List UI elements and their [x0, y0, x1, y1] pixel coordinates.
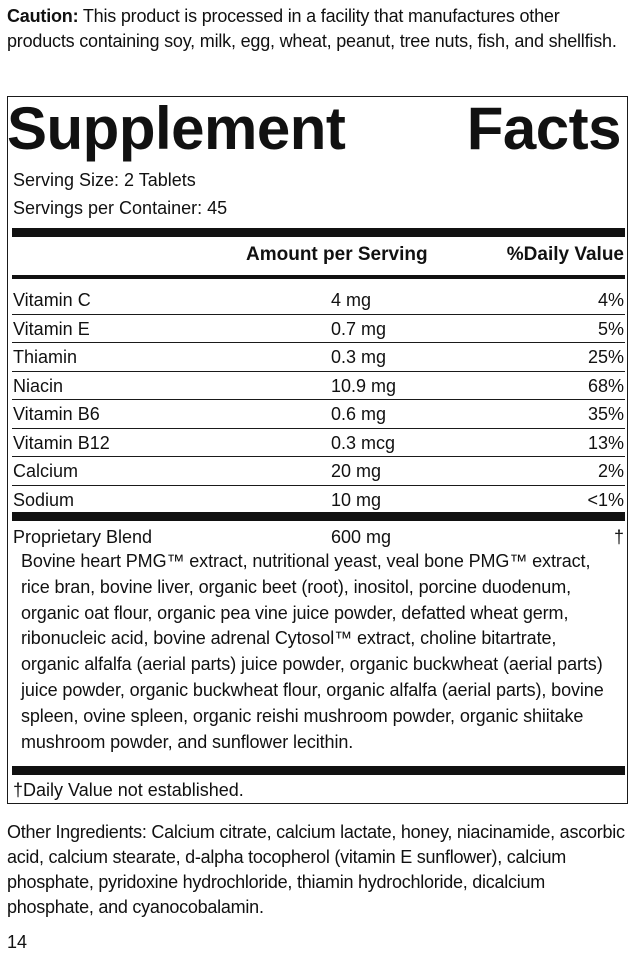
serving-size: Serving Size: 2 Tablets — [13, 170, 196, 190]
nutrient-name: Thiamin — [13, 347, 78, 367]
nutrient-amount: 0.6 mg — [331, 404, 387, 424]
blend-ingredients: Bovine heart PMG™ extract, nutritional yeast, veal bone PMG™ extract, rice bran, bovine liver, organic beet (root), inositol, porcine duodenum, organic oat flour, organic pea vine juice powder, defatted wheat germ, ribonucleic acid, bovine adrenal Cytosol™ extract, choline bitartrate, organic alfalfa (aerial parts) juice powder, organic buckwheat (aerial parts) juice powder, organic buckwheat flour, organic alfalfa (aerial parts), bovine spleen, ovine spleen, organic reishi mushroom powder, organic shiitake mushroom powder, and sunflower lecithin. — [21, 551, 604, 752]
caution-text: This product is processed in a facility that manufactures other products containing soy, milk, egg, wheat, peanut, tree nuts, fish, and shellfish. — [7, 6, 617, 51]
nutrient-amount: 10.9 mg — [331, 375, 397, 396]
nutrient-amount: 0.7 mg — [331, 318, 387, 339]
caution-label: Caution: — [7, 6, 79, 26]
blend-amount: 600 mg — [331, 527, 392, 547]
nutrient-amount: 10 mg — [331, 489, 382, 510]
nutrient-daily-value: 25% — [587, 347, 624, 367]
nutrient-row — [13, 400, 624, 428]
blend-name: Proprietary Blend — [13, 527, 153, 547]
page-number: 14 — [7, 932, 28, 952]
daily-value-footnote: †Daily Value not established. — [13, 780, 244, 800]
nutrient-row — [13, 486, 624, 514]
nutrient-name: Vitamin B6 — [13, 404, 100, 424]
nutrient-daily-value: 68% — [587, 375, 624, 396]
thick-divider — [12, 512, 625, 521]
nutrient-amount: 0.3 mg — [331, 347, 387, 367]
nutrient-daily-value: 2% — [597, 461, 624, 481]
nutrient-daily-value: <1% — [587, 489, 624, 510]
nutrient-name: Vitamin E — [13, 318, 90, 339]
nutrient-name: Sodium — [13, 489, 75, 510]
servings-per-container: Servings per Container: 45 — [13, 198, 228, 218]
nutrient-name: Niacin — [13, 375, 64, 396]
nutrient-row — [13, 315, 624, 343]
thick-divider — [12, 228, 625, 237]
nutrient-amount: 0.3 mcg — [331, 432, 396, 453]
nutrient-amount: 4 mg — [331, 290, 372, 310]
header-divider — [12, 275, 625, 279]
title-word-supplement: Supplement — [7, 95, 346, 162]
header-daily-value: %Daily Value — [506, 244, 624, 265]
nutrient-amount: 20 mg — [331, 461, 382, 481]
nutrient-daily-value: 35% — [587, 404, 624, 424]
caution-statement — [7, 4, 629, 54]
nutrient-row — [13, 457, 624, 485]
nutrient-row — [13, 343, 624, 371]
nutrient-name: Calcium — [13, 461, 79, 481]
proprietary-blend-row — [13, 523, 624, 551]
blend-daily-value: † — [613, 527, 624, 547]
nutrient-daily-value: 4% — [597, 290, 624, 310]
nutrient-row — [13, 372, 624, 400]
nutrient-name: Vitamin B12 — [13, 432, 110, 453]
nutrient-name: Vitamin C — [13, 290, 91, 310]
title-word-facts: Facts — [466, 95, 621, 162]
other-ingredients: Other Ingredients: Calcium citrate, calcium lactate, honey, niacinamide, ascorbic acid, calcium stearate, d-alpha tocopherol (vitamin E sunflower), calcium phosphate, pyridoxine hydrochloride, thiamin hydrochloride, dicalcium phosphate, and cyanocobalamin. — [7, 822, 625, 917]
nutrient-daily-value: 13% — [587, 432, 624, 453]
header-amount-per-serving: Amount per Serving — [246, 244, 428, 265]
nutrient-daily-value: 5% — [597, 318, 624, 339]
nutrient-row — [13, 286, 624, 314]
supplement-facts-title — [7, 96, 621, 162]
thick-divider — [12, 766, 625, 775]
nutrient-row — [13, 429, 624, 457]
